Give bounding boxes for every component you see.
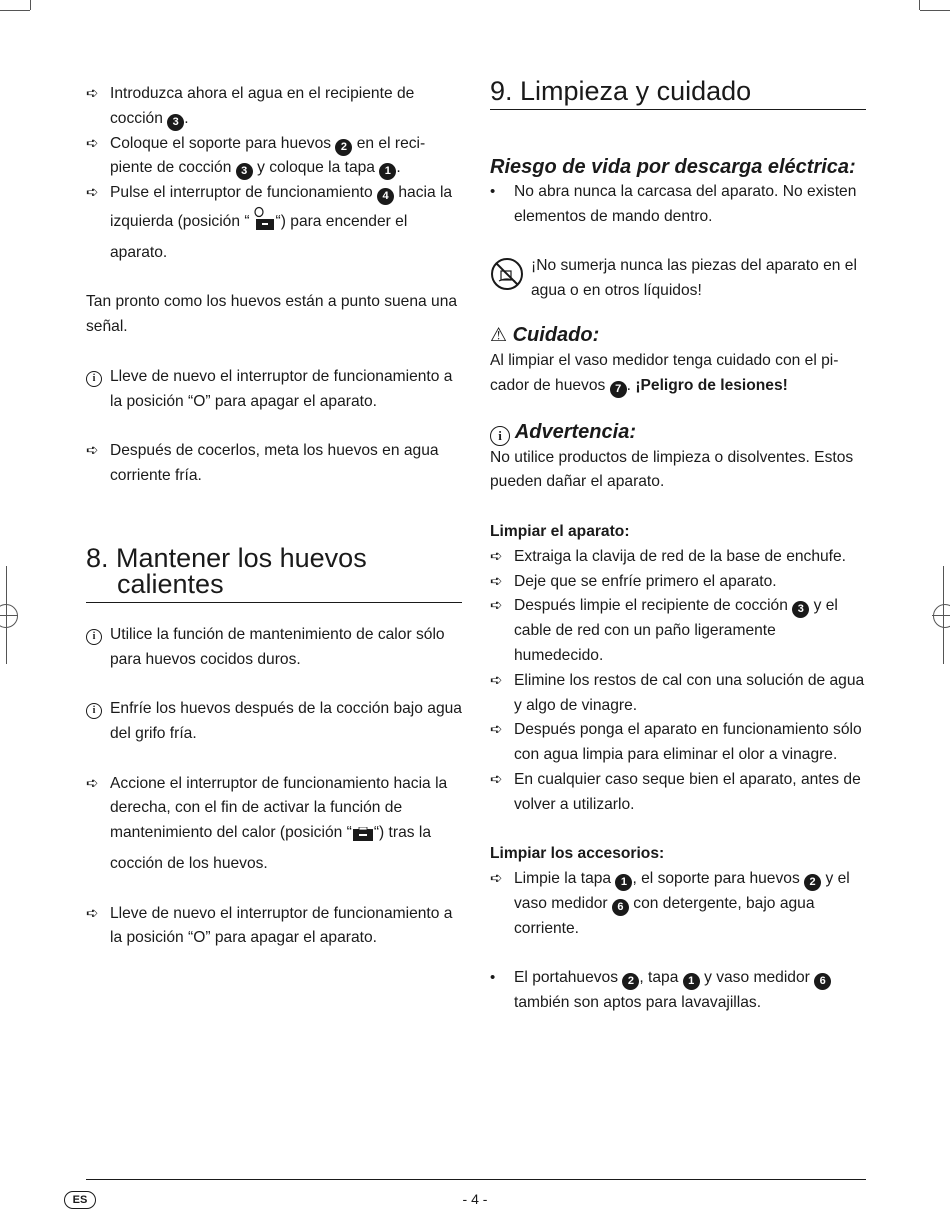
arrow-icon: ➪ — [490, 721, 503, 739]
arrow-icon: ➪ — [490, 547, 503, 565]
arrow-icon: ➪ — [490, 572, 503, 590]
registration-circle-right — [933, 604, 950, 628]
risk-heading: Riesgo de vida por descarga eléctrica: — [490, 156, 856, 178]
part-number-badge: 4 — [377, 188, 394, 205]
left-column — [86, 82, 462, 951]
part-number-badge: 6 — [814, 973, 831, 990]
info-item: i Enfríe los huevos después de la cocción bajo agua del grifo fría. — [86, 697, 462, 747]
registration-circle-left — [0, 604, 18, 628]
signal-text: Tan pronto como los huevos están a punto suena una señal. — [86, 293, 458, 336]
clean-device-heading: Limpiar el aparato: — [490, 522, 630, 540]
language-badge: ES — [64, 1191, 96, 1209]
part-number-badge: 3 — [236, 163, 253, 180]
crop-mark — [920, 10, 950, 11]
arrow-icon: ➪ — [490, 770, 503, 788]
part-number-badge: 6 — [612, 899, 629, 916]
instruction-item: ➪ Pulse el interruptor de funcionamiento 4 hacia la izquierda (posición “ “) para encender el aparato. — [86, 181, 462, 265]
instruction-item: ➪ Extraiga la clavija de red de la base de enchufe. — [490, 545, 866, 570]
info-icon: i — [490, 426, 510, 446]
warning-item: ¡No sumerja nunca las piezas del aparato en el agua o en otros líquidos! — [490, 254, 866, 304]
no-immerse-icon — [490, 257, 512, 300]
part-number-badge: 3 — [792, 601, 809, 618]
instruction-item: ➪ Después de cocerlos, meta los huevos en agua corriente fría. — [86, 439, 462, 489]
page-number: - 4 - — [462, 1191, 488, 1207]
info-icon: i — [86, 371, 102, 387]
advert-heading: i Advertencia: — [490, 419, 866, 446]
caution-heading: ⚠ Cuidado: — [490, 323, 600, 346]
part-number-badge: 1 — [615, 874, 632, 891]
instruction-item: ➪ Limpie la tapa 1 , el soporte para huevos 2 y el vaso medidor 6 con detergente, bajo agua corriente. — [490, 867, 866, 941]
part-number-badge: 7 — [610, 381, 627, 398]
instruction-item: ➪ Después ponga el aparato en funcionamiento sólo con agua limpia para eliminar el olor a vinagre. — [490, 718, 866, 768]
section-9-heading: 9. Limpieza y cuidado — [490, 78, 866, 110]
arrow-icon: ➪ — [86, 184, 99, 202]
part-number-badge: 3 — [167, 114, 184, 131]
bullet: • — [490, 969, 496, 987]
bullet-item: • El portahuevos 2 , tapa 1 y vaso medidor 6 también son aptos para lavavajillas. — [490, 966, 866, 1016]
instruction-item: ➪ En cualquier caso seque bien el aparato, antes de volver a utilizarlo. — [490, 768, 866, 818]
crop-mark — [0, 10, 30, 11]
instruction-item: ➪ Elimine los restos de cal con una solución de agua y algo de vinagre. — [490, 669, 866, 719]
warning-triangle-icon: ⚠ — [490, 324, 508, 346]
crop-mark — [919, 0, 920, 10]
arrow-icon: ➪ — [86, 134, 99, 152]
part-number-badge: 2 — [335, 139, 352, 156]
egg-cooker-warm-icon — [352, 827, 374, 852]
part-number-badge: 1 — [379, 163, 396, 180]
crop-mark — [30, 0, 31, 10]
instruction-item: ➪ Deje que se enfríe primero el aparato. — [490, 570, 866, 595]
arrow-icon: ➪ — [490, 671, 503, 689]
right-column — [490, 78, 866, 1016]
instruction-item: ➪ Introduzca ahora el agua en el recipiente de cocción 3 . — [86, 82, 462, 132]
bullet: • — [490, 183, 496, 200]
instruction-item: ➪ Accione el interruptor de funcionamiento hacia la derecha, con el fin de activar la función de mantenimiento del calor (posición “ “) tras la cocción de los huevos. — [86, 772, 462, 877]
instruction-item: ➪ Coloque el soporte para huevos 2 en el reci-piente de cocción 3 y coloque la tapa 1 . — [86, 132, 462, 182]
clean-accessories-heading: Limpiar los accesorios: — [490, 845, 665, 863]
arrow-icon: ➪ — [490, 870, 503, 888]
bullet-item: • No abra nunca la carcasa del aparato. No existen elementos de mando dentro. — [490, 180, 866, 230]
footer-rule — [86, 1179, 866, 1180]
arrow-icon: ➪ — [86, 904, 99, 922]
advert-text: No utilice productos de limpieza o disolventes. Estos pueden dañar el aparato. — [490, 448, 854, 491]
arrow-icon: ➪ — [86, 774, 99, 792]
info-item: i Lleve de nuevo el interruptor de funcionamiento a la posición “O” para apagar el aparato. — [86, 365, 462, 415]
egg-cooker-icon — [250, 206, 276, 241]
info-item: i Utilice la función de mantenimiento de calor sólo para huevos cocidos duros. — [86, 623, 462, 673]
info-icon: i — [86, 629, 102, 645]
part-number-badge: 1 — [683, 973, 700, 990]
caution-text: Al limpiar el vaso medidor tenga cuidado con el pi-cador de huevos 7 . ¡Peligro de lesiones! — [490, 349, 866, 399]
section-8-heading: 8. Mantener los huevos calientes — [86, 545, 462, 603]
arrow-icon: ➪ — [86, 85, 99, 102]
arrow-icon: ➪ — [86, 442, 99, 460]
part-number-badge: 2 — [804, 874, 821, 891]
info-icon: i — [86, 703, 102, 719]
arrow-icon: ➪ — [490, 597, 503, 615]
part-number-badge: 2 — [622, 973, 639, 990]
instruction-item: ➪ Después limpie el recipiente de cocción 3 y el cable de red con un paño ligeramente humedecido. — [490, 594, 866, 668]
instruction-item: ➪ Lleve de nuevo el interruptor de funcionamiento a la posición “O” para apagar el aparato. — [86, 902, 462, 952]
